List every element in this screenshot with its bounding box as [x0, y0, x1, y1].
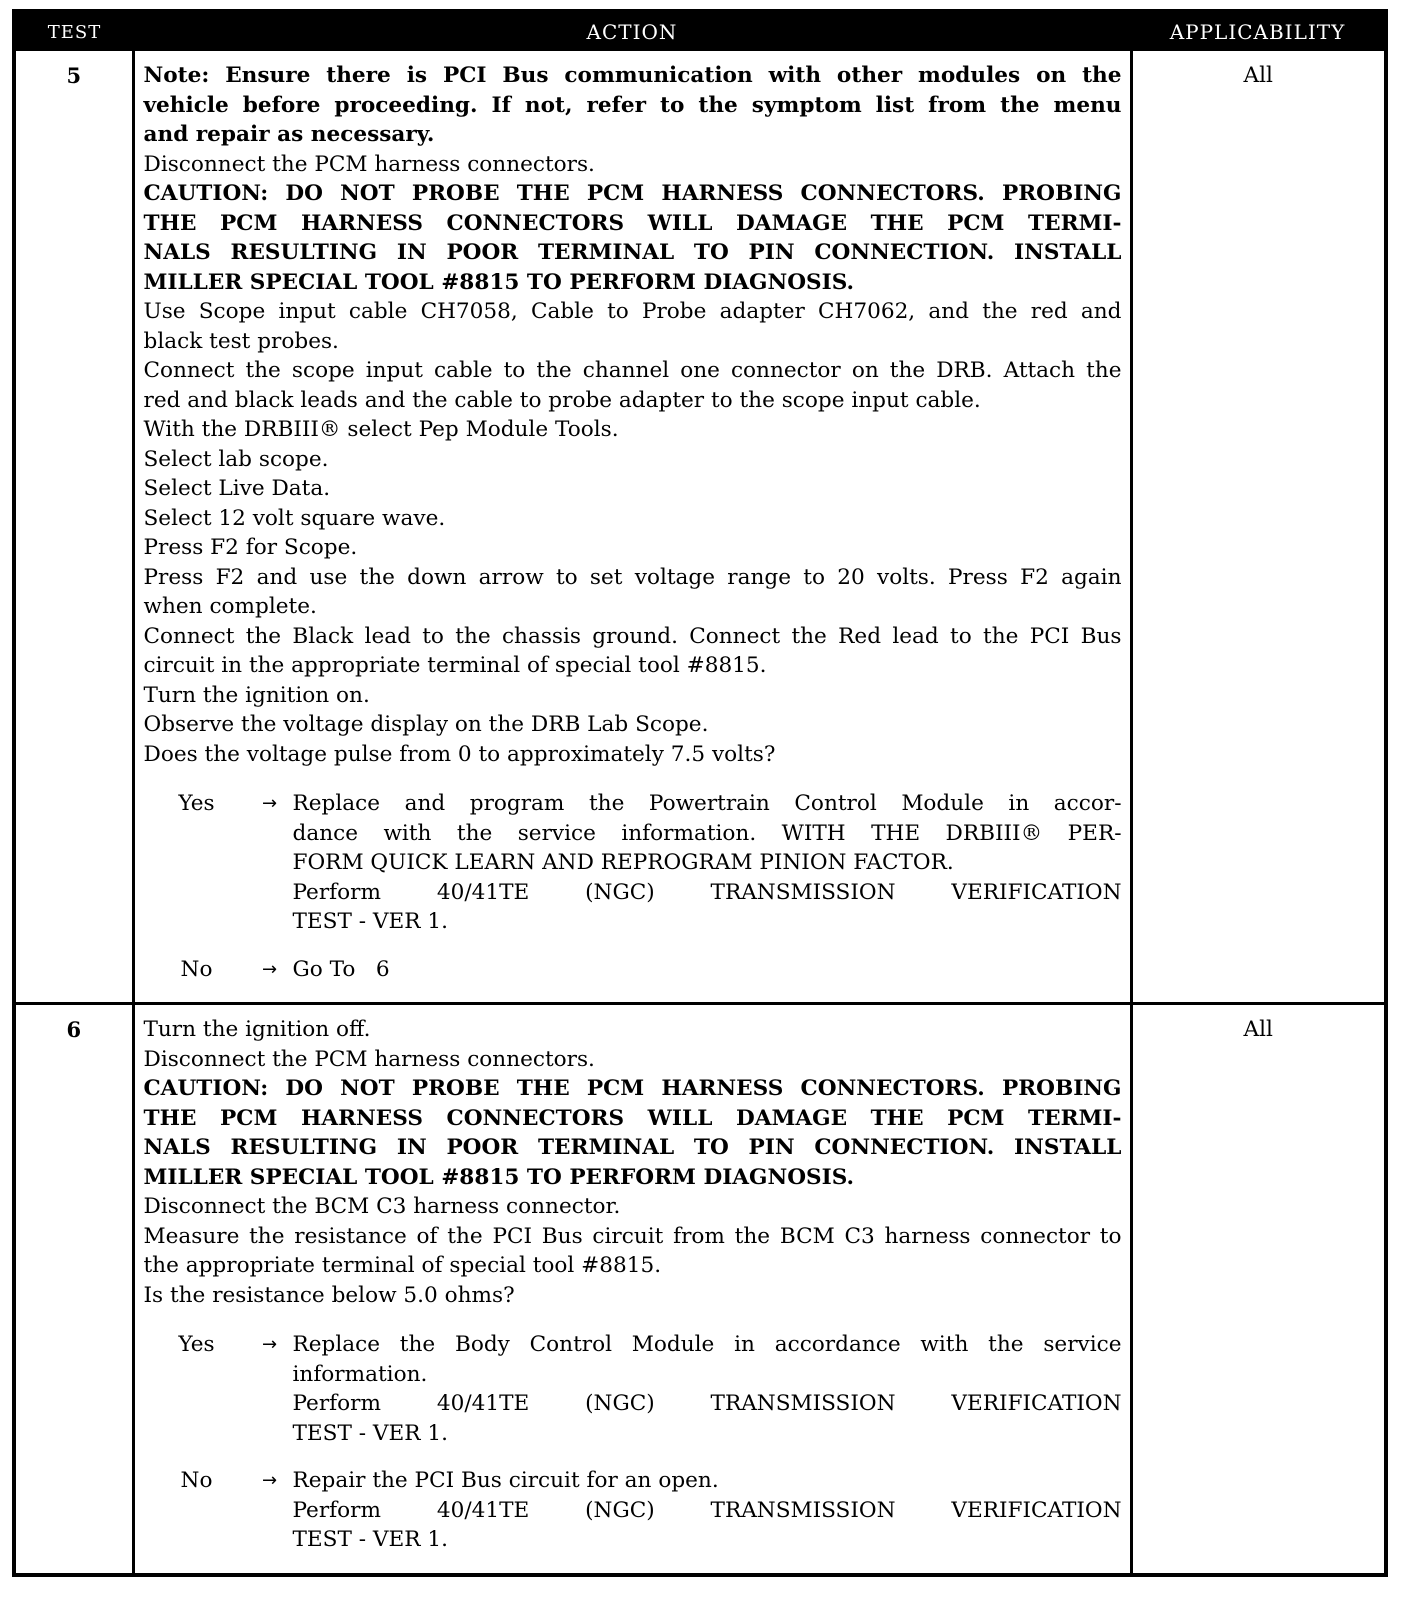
outcome-label: No — [180, 956, 213, 982]
outcome-line: TEST - VER 1. — [292, 1527, 448, 1552]
step-line: Observe the voltage display on the DRB Lab Scope. — [143, 712, 709, 737]
step-line: Disconnect the PCM harness connectors. — [143, 151, 595, 177]
applicability-cell: All — [1243, 1017, 1273, 1042]
diagnostic-test-table — [12, 9, 1388, 1577]
test-number: 5 — [16, 51, 133, 1004]
outcome-line: Replace the Body Control Module in accordance with the service — [292, 1332, 1122, 1357]
test-table — [16, 13, 1384, 1573]
step-line: Select 12 volt square wave. — [143, 505, 446, 531]
note-line: Note: Ensure there is PCI Bus communication with other modules on the — [143, 63, 1122, 88]
question-line: Does the voltage pulse from 0 to approximately 7.5 volts? — [143, 741, 776, 767]
step-line: Press F2 for Scope. — [143, 535, 358, 560]
right-arrow-icon: → — [261, 1470, 278, 1491]
outcome-no — [144, 955, 1122, 985]
outcome-text — [293, 955, 1122, 985]
outcome-line: dance with the service information. WITH THE DRBIII® PER- — [292, 820, 1122, 846]
header-applicability: APPLICABILITY — [1131, 13, 1384, 51]
caution-line: MILLER SPECIAL TOOL #8815 TO PERFORM DIAGNOSIS. — [143, 269, 855, 295]
step-line: Measure the resistance of the PCI Bus circuit from the BCM C3 harness connector to — [143, 1223, 1122, 1249]
step-line: Disconnect the PCM harness connectors. — [143, 1046, 595, 1072]
step-line: circuit in the appropriate terminal of special tool #8815. — [143, 653, 767, 678]
caution-line: NALS RESULTING IN POOR TERMINAL TO PIN CONNECTION. INSTALL — [143, 240, 1122, 265]
step-line: red and black leads and the cable to probe adapter to the scope input cable. — [143, 387, 981, 413]
outcome-line: Perform 40/41TE (NGC) TRANSMISSION VERIFICATION — [292, 1497, 1122, 1523]
note-line: and repair as necessary. — [143, 122, 435, 147]
outcome-label: No — [180, 1468, 213, 1493]
outcome-line: FORM QUICK LEARN AND REPROGRAM PINION FACTOR. — [292, 850, 954, 875]
caution-line: NALS RESULTING IN POOR TERMINAL TO PIN CONNECTION. INSTALL — [143, 1135, 1122, 1160]
outcome-line: TEST - VER 1. — [292, 909, 448, 934]
action-cell — [133, 51, 1131, 1004]
test-row-5 — [16, 51, 1384, 1004]
step-line: With the DRBIII® select Pep Module Tools. — [143, 417, 619, 442]
header-action: ACTION — [133, 13, 1131, 51]
step-line: Connect the scope input cable to the channel one connector on the DRB. Attach the — [143, 358, 1122, 383]
outcome-text — [293, 789, 1122, 937]
outcome-line: Perform 40/41TE (NGC) TRANSMISSION VERIFICATION — [292, 879, 1122, 905]
step-line: Disconnect the BCM C3 harness connector. — [143, 1194, 621, 1219]
right-arrow-icon: → — [261, 793, 278, 814]
caution-line: MILLER SPECIAL TOOL #8815 TO PERFORM DIAGNOSIS. — [143, 1164, 855, 1190]
outcomes — [144, 1330, 1122, 1555]
outcome-line: Replace and program the Powertrain Control Module in accor- — [292, 791, 1122, 816]
step-line: when complete. — [143, 594, 317, 619]
outcome-no — [144, 1466, 1122, 1555]
step-line: the appropriate terminal of special tool #8815. — [143, 1253, 662, 1278]
applicability-cell: All — [1131, 51, 1384, 1004]
outcome-line: Repair the PCI Bus circuit for an open. — [292, 1468, 719, 1493]
action-cell — [133, 1004, 1131, 1573]
step-line: Turn the ignition off. — [143, 1017, 371, 1042]
caution-line: CAUTION: DO NOT PROBE THE PCM HARNESS CONNECTORS. PROBING — [143, 1076, 1122, 1101]
caution-line: THE PCM HARNESS CONNECTORS WILL DAMAGE THE PCM TERMI- — [143, 210, 1122, 236]
outcome-yes — [144, 789, 1122, 937]
step-line: Turn the ignition on. — [143, 682, 370, 708]
step-line: Use Scope input cable CH7058, Cable to Probe adapter CH7062, and the red and — [143, 299, 1122, 324]
header-row — [16, 13, 1384, 51]
test-number: 6 — [16, 1004, 133, 1573]
caution-line: THE PCM HARNESS CONNECTORS WILL DAMAGE THE PCM TERMI- — [143, 1105, 1122, 1131]
question-line: Is the resistance below 5.0 ohms? — [143, 1282, 515, 1308]
test-row-6 — [16, 1004, 1384, 1573]
right-arrow-icon: → — [261, 958, 278, 980]
outcome-label: Yes — [178, 791, 215, 816]
outcome-line: Perform 40/41TE (NGC) TRANSMISSION VERIFICATION — [292, 1391, 1122, 1416]
outcome-line: information. — [292, 1361, 428, 1387]
outcome-label: Yes — [178, 1332, 215, 1357]
outcome-text — [293, 1330, 1122, 1448]
right-arrow-icon: → — [261, 1334, 278, 1355]
outcome-line: TEST - VER 1. — [292, 1420, 448, 1446]
step-line: black test probes. — [143, 328, 339, 354]
step-line: Connect the Black lead to the chassis ground. Connect the Red lead to the PCI Bus — [143, 623, 1122, 649]
step-line: Select Live Data. — [143, 476, 331, 501]
outcome-text — [293, 1466, 1122, 1555]
step-line: Press F2 and use the down arrow to set voltage range to 20 volts. Press F2 again — [143, 564, 1122, 590]
goto-link[interactable]: Go To 6 — [292, 956, 390, 982]
outcomes — [144, 789, 1122, 984]
caution-line: CAUTION: DO NOT PROBE THE PCM HARNESS CONNECTORS. PROBING — [143, 181, 1122, 206]
header-test: TEST — [16, 13, 133, 51]
outcome-yes — [144, 1330, 1122, 1448]
step-line: Select lab scope. — [143, 446, 329, 472]
note-line: vehicle before proceeding. If not, refer to the symptom list from the menu — [143, 92, 1122, 118]
